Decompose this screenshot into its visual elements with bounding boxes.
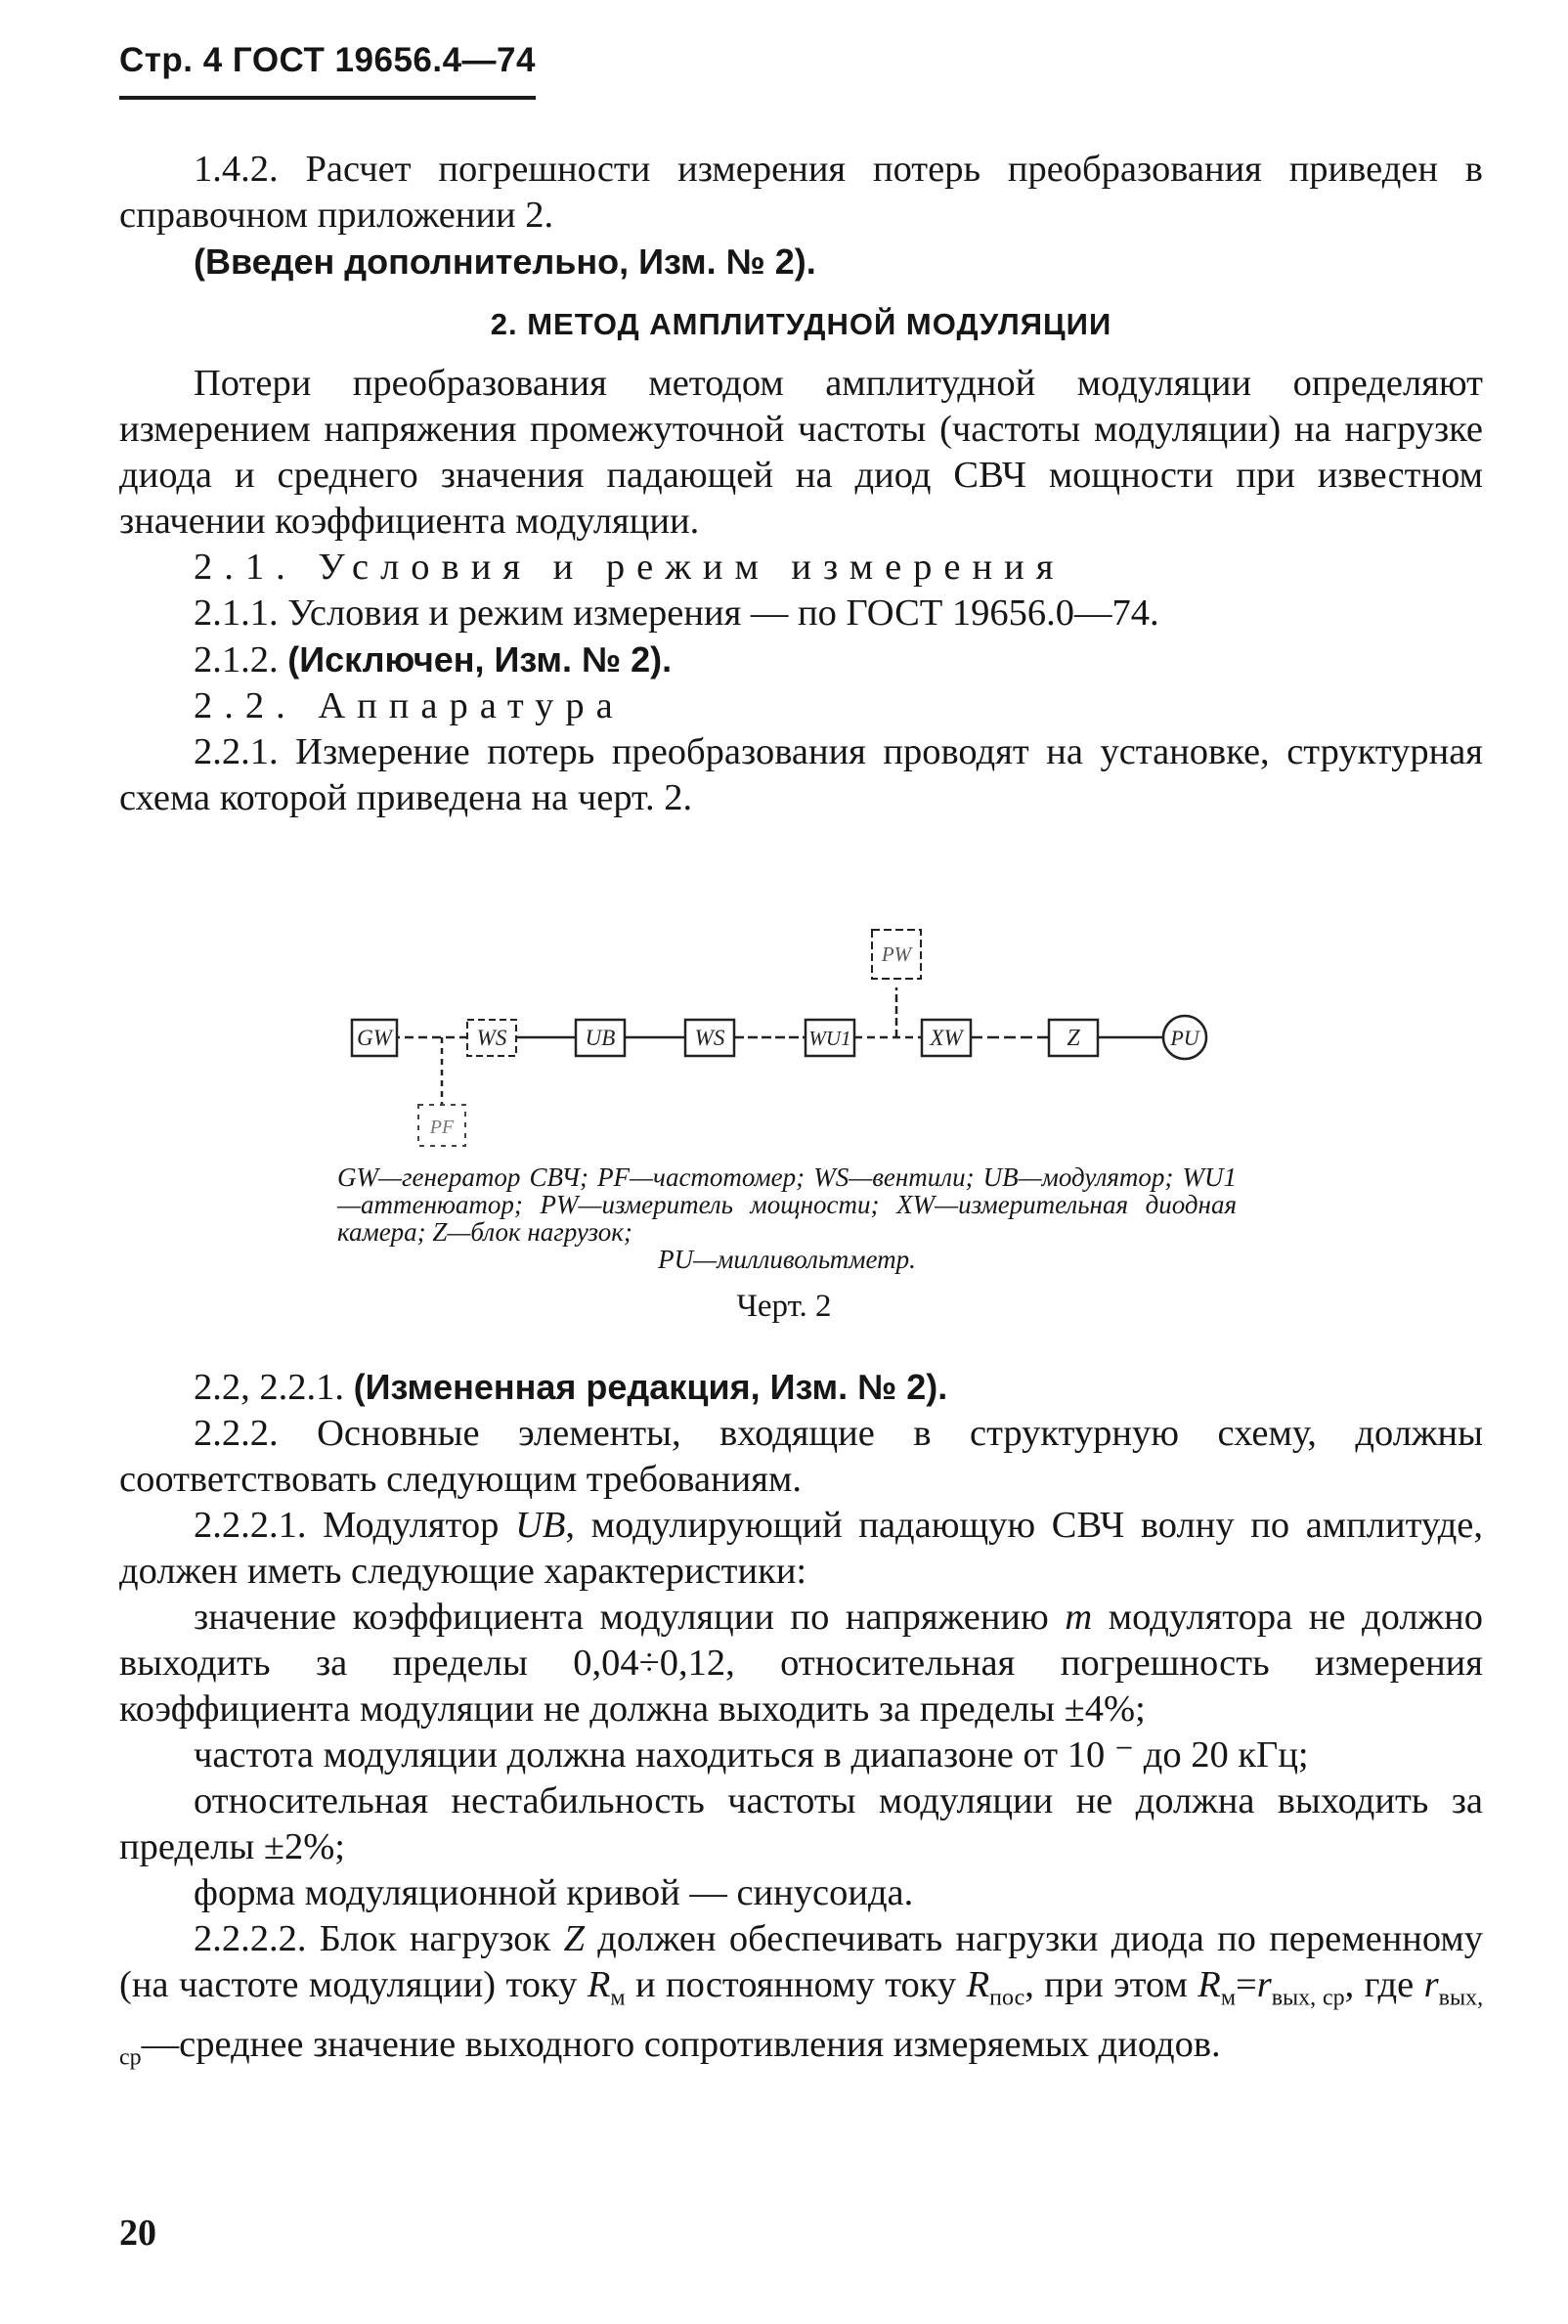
label-z: Z xyxy=(1067,1026,1080,1051)
revision-note-number: 2.2, 2.2.1. xyxy=(194,1367,344,1408)
figure-caption xyxy=(337,1163,1237,1273)
label-ws-1: WS xyxy=(476,1026,507,1050)
requirement-1-rest: модулятора не должно выходить за пределы 0,04÷0,12, относительная погрешность измерения коэффициента модуляции не должна выходить за пределы ±4%; xyxy=(119,1597,1484,1730)
clause-2-2-2-2-text-2: и постоянному току xyxy=(635,1964,957,2005)
label-pw: PW xyxy=(881,943,912,966)
page-header: Стр. 4 ГОСТ 19656.4—74 xyxy=(119,41,536,79)
label-ws-2: WS xyxy=(694,1026,725,1050)
clause-2-2-2-2-text-4: , где xyxy=(1344,1964,1415,2005)
section-heading: 2. МЕТОД АМПЛИТУДНОЙ МОДУЛЯЦИИ xyxy=(490,307,1112,341)
symbol-m: m xyxy=(1065,1597,1093,1638)
eq-left: R xyxy=(1198,1964,1221,2005)
symbol-ub: UB xyxy=(515,1505,566,1546)
label-xw: XW xyxy=(930,1026,963,1050)
clause-2-1-2-text: (Исключен, Изм. № 2). xyxy=(287,639,673,680)
label-ub: UB xyxy=(585,1026,616,1050)
figure-label: Черт. 2 xyxy=(736,1289,832,1324)
clause-2-2: 2.2. Аппаратура xyxy=(194,685,625,726)
def-r: r xyxy=(1423,1964,1439,2005)
label-wu1: WU1 xyxy=(808,1027,851,1050)
intro-paragraph: Потери преобразования методом амплитудной модуляции определяют измерением напряжения промежуточной частоты (частоты модуляции) на нагрузке диода и среднего значения падающей на диод СВЧ мощности при известном значении коэффициента модуляции. xyxy=(119,363,1483,542)
clause-2-2-2-2-text: должен обеспечивать нагрузки диода по переменному (на частоте модуляции) току xyxy=(119,1918,1484,2005)
clause-2-2-1: 2.2.1. Измерение потерь преобразования проводят на установке, структурная схема которой приведена на черт. 2. xyxy=(119,731,1483,818)
def-r-sub: вых, ср xyxy=(119,1985,1484,2071)
clause-2-2-2-2-text-5: —среднее значение выходного сопротивления измеряемых диодов. xyxy=(141,2023,1221,2065)
label-pu: PU xyxy=(1170,1026,1199,1050)
eq-right-sub: вых, ср xyxy=(1271,1985,1345,2011)
clause-2-2-2-2 xyxy=(119,1916,1483,2081)
requirement-modulation-index xyxy=(119,1595,1483,1732)
clause-2-1-2 xyxy=(119,636,1483,683)
requirement-waveform: форма модуляционной кривой — синусоида. xyxy=(194,1872,914,1913)
page-number: 20 xyxy=(119,2213,156,2254)
requirement-stability: относительная нестабильность частоты модуляции не должна выходить за пределы ±2%; xyxy=(119,1780,1483,1867)
paragraph-1-4-2: 1.4.2. Расчет погрешности измерения потерь преобразования приведен в справочном приложении 2. xyxy=(119,149,1483,236)
clause-2-2-2-1-lead: 2.2.2.1. Модулятор xyxy=(194,1505,500,1546)
eq-right: r xyxy=(1256,1964,1272,2005)
amendment-note xyxy=(119,239,1483,285)
caption-text: GW—генератор СВЧ; PF—частотомер; WS—вентили; UB—модулятор; WU1—аттенюатор; PW—измеритель мощности; XW—измерительная диодная камера; Z—блок нагрузок; xyxy=(337,1162,1237,1247)
clause-2-2-2: 2.2.2. Основные элементы, входящие в структурную схему, должны соответствовать следующим требованиям. xyxy=(119,1413,1483,1500)
symbol-rm: R xyxy=(587,1964,611,2005)
revision-note-text: (Измененная редакция, Изм. № 2). xyxy=(353,1367,948,1407)
clause-2-2-2-2-lead: 2.2.2.2. Блок нагрузок xyxy=(194,1918,551,1959)
symbol-rpos-sub: пос xyxy=(989,1985,1025,2011)
clause-2-1: 2.1. Условия и режим измерения xyxy=(194,547,1066,588)
upper-text-block xyxy=(119,147,1483,821)
eq-left-sub: м xyxy=(1220,1985,1236,2011)
clause-2-2-2-2-text-3: , при этом xyxy=(1024,1964,1188,2005)
revision-note xyxy=(119,1364,1483,1411)
caption-last-line: PU—милливольтметр. xyxy=(658,1245,916,1274)
amendment-note-text: (Введен дополнительно, Изм. № 2). xyxy=(194,241,816,282)
block-diagram xyxy=(332,914,1232,1168)
clause-2-1-1: 2.1.1. Условия и режим измерения — по ГОСТ 19656.0—74. xyxy=(194,592,1159,634)
lower-text-block xyxy=(119,1364,1483,2081)
clause-2-2-2-1-rest: , модулирующий падающую СВЧ волну по амплитуде, должен иметь следующие характеристики: xyxy=(119,1505,1484,1592)
label-gw: GW xyxy=(357,1026,392,1050)
symbol-z: Z xyxy=(563,1918,585,1959)
requirement-frequency: частота модуляции должна находиться в диапазоне от 10 ⁻ до 20 кГц; xyxy=(194,1734,1309,1776)
clause-2-1-2-number: 2.1.2. xyxy=(194,639,279,680)
symbol-rpos: R xyxy=(966,1964,990,2005)
symbol-rm-sub: м xyxy=(610,1985,626,2011)
clause-2-2-2-1 xyxy=(119,1503,1483,1595)
label-pf: PF xyxy=(429,1117,455,1138)
header-rule xyxy=(119,96,536,100)
requirement-1-lead: значение коэффициента модуляции по напряжению xyxy=(194,1597,1049,1638)
eq-sign: = xyxy=(1236,1964,1257,2005)
